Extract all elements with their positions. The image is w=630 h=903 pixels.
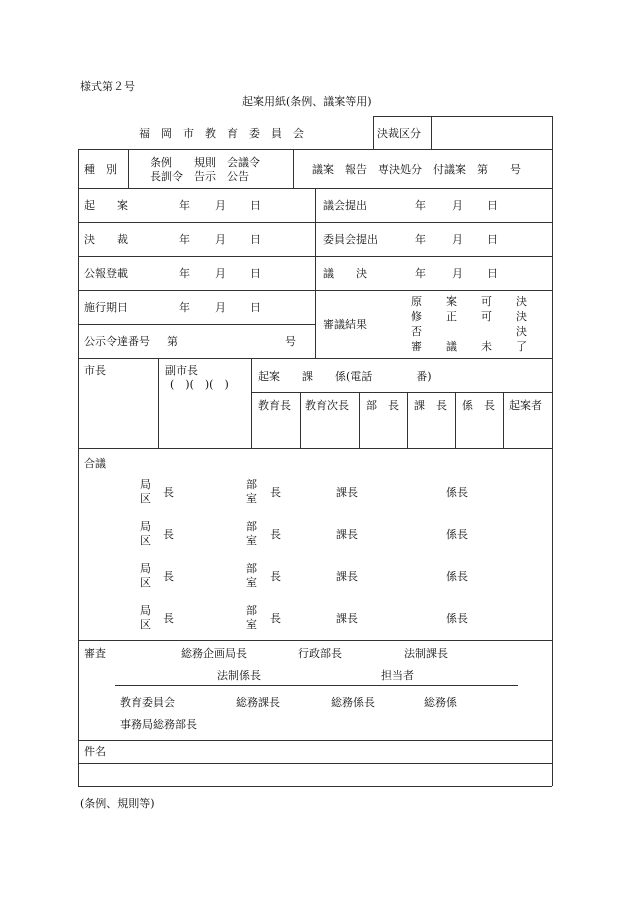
dept-char: 部 bbox=[246, 520, 257, 533]
subject-field[interactable] bbox=[80, 765, 550, 784]
dept-char: 部 bbox=[246, 562, 257, 575]
result-char: 否 bbox=[411, 325, 422, 338]
ward-char: 区 bbox=[140, 534, 151, 547]
chief-char: 長 bbox=[163, 528, 174, 541]
day-unit: 日 bbox=[250, 233, 261, 246]
notice-number-suffix: 号 bbox=[285, 335, 296, 348]
result-char: 未 bbox=[481, 340, 492, 353]
result-char: 審 bbox=[411, 340, 422, 353]
year-unit: 年 bbox=[179, 267, 190, 280]
chief-char: 長 bbox=[163, 612, 174, 625]
review-administration-head: 行政部長 bbox=[298, 647, 342, 660]
office-char: 室 bbox=[246, 618, 257, 631]
decision-class-label: 決裁区分 bbox=[377, 127, 421, 140]
bureau-char: 局 bbox=[140, 604, 151, 617]
result-char: 決 bbox=[516, 325, 527, 338]
review-education-board: 教育委員会 bbox=[120, 696, 175, 709]
notice-number-prefix: 第 bbox=[167, 335, 178, 348]
month-unit: 月 bbox=[215, 233, 226, 246]
day-unit: 日 bbox=[487, 267, 498, 280]
committee-submission-label: 委員会提出 bbox=[323, 233, 378, 246]
section-chief: 課長 bbox=[336, 486, 358, 499]
chief-char: 長 bbox=[163, 570, 174, 583]
ward-char: 区 bbox=[140, 492, 151, 505]
type-label: 種 別 bbox=[84, 163, 117, 176]
review-general-affairs-staff: 総務係 bbox=[424, 696, 457, 709]
form-number: 様式第２号 bbox=[80, 80, 135, 93]
year-unit: 年 bbox=[415, 267, 426, 280]
result-char: 議 bbox=[446, 340, 457, 353]
section-chief: 課長 bbox=[336, 570, 358, 583]
day-unit: 日 bbox=[250, 301, 261, 314]
sub-chief: 係長 bbox=[446, 612, 468, 625]
result-char: 正 bbox=[446, 310, 457, 323]
day-unit: 日 bbox=[250, 199, 261, 212]
bureau-char: 局 bbox=[140, 520, 151, 533]
role-department-head: 部 長 bbox=[366, 399, 399, 412]
result-char: 可 bbox=[481, 295, 492, 308]
month-unit: 月 bbox=[215, 199, 226, 212]
sub-chief: 係長 bbox=[446, 528, 468, 541]
deputy-mayor-slots: ( )( )( ) bbox=[170, 378, 229, 391]
mayor-label: 市長 bbox=[84, 364, 106, 377]
ward-char: 区 bbox=[140, 576, 151, 589]
resolution-label: 議 決 bbox=[323, 267, 367, 280]
chief-char: 長 bbox=[270, 486, 281, 499]
review-label: 審査 bbox=[84, 647, 106, 660]
year-unit: 年 bbox=[179, 301, 190, 314]
chief-char: 長 bbox=[270, 528, 281, 541]
gazette-date-label: 公報登載 bbox=[84, 267, 128, 280]
subject-label: 件名 bbox=[84, 745, 106, 758]
role-drafter: 起案者 bbox=[509, 399, 542, 412]
result-char: 修 bbox=[411, 310, 422, 323]
day-unit: 日 bbox=[250, 267, 261, 280]
form-title: 起案用紙(条例、議案等用) bbox=[242, 95, 372, 108]
notice-number-label: 公示令達番号 bbox=[84, 335, 150, 348]
decision-date-label: 決 裁 bbox=[84, 233, 128, 246]
day-unit: 日 bbox=[487, 199, 498, 212]
month-unit: 月 bbox=[452, 267, 463, 280]
review-secretariat-director: 事務局総務部長 bbox=[120, 718, 197, 731]
role-section-head: 課 長 bbox=[414, 399, 447, 412]
review-general-affairs-subchief: 総務係長 bbox=[331, 696, 375, 709]
review-legal-section-chief: 法制課長 bbox=[404, 647, 448, 660]
deputy-mayor-label: 副市長 bbox=[165, 364, 198, 377]
sub-chief: 係長 bbox=[446, 486, 468, 499]
enforcement-date-label: 施行期日 bbox=[84, 301, 128, 314]
type-options-right: 議案 報告 専決処分 付議案 第 号 bbox=[312, 163, 521, 176]
year-unit: 年 bbox=[415, 233, 426, 246]
year-unit: 年 bbox=[179, 199, 190, 212]
review-person-in-charge: 担当者 bbox=[381, 669, 414, 682]
bureau-char: 局 bbox=[140, 562, 151, 575]
result-char: 案 bbox=[446, 295, 457, 308]
sub-chief: 係長 bbox=[446, 570, 468, 583]
drafter-line: 起案 課 係(電話 番) bbox=[258, 370, 432, 383]
result-char: 了 bbox=[516, 340, 527, 353]
role-education-chief: 教育長 bbox=[258, 399, 291, 412]
dept-char: 部 bbox=[246, 478, 257, 491]
type-options-line1: 条例 規則 会議令 bbox=[150, 156, 260, 169]
section-chief: 課長 bbox=[336, 612, 358, 625]
month-unit: 月 bbox=[452, 199, 463, 212]
board-name: 福 岡 市 教 育 委 員 会 bbox=[139, 127, 304, 140]
result-char: 決 bbox=[516, 295, 527, 308]
office-char: 室 bbox=[246, 492, 257, 505]
ward-char: 区 bbox=[140, 618, 151, 631]
year-unit: 年 bbox=[179, 233, 190, 246]
bureau-char: 局 bbox=[140, 478, 151, 491]
section-chief: 課長 bbox=[336, 528, 358, 541]
consultation-label: 合議 bbox=[84, 457, 106, 470]
draft-date-label: 起 案 bbox=[84, 199, 128, 212]
month-unit: 月 bbox=[215, 301, 226, 314]
role-deputy-education-chief: 教育次長 bbox=[305, 399, 349, 412]
month-unit: 月 bbox=[215, 267, 226, 280]
review-general-planning-director: 総務企画局長 bbox=[181, 647, 247, 660]
office-char: 室 bbox=[246, 534, 257, 547]
footer-note: (条例、規則等) bbox=[80, 797, 155, 810]
result-char: 原 bbox=[411, 295, 422, 308]
month-unit: 月 bbox=[452, 233, 463, 246]
result-char: 可 bbox=[481, 310, 492, 323]
chief-char: 長 bbox=[270, 570, 281, 583]
council-submission-label: 議会提出 bbox=[323, 199, 367, 212]
review-legal-subchief: 法制係長 bbox=[217, 669, 261, 682]
deliberation-label: 審議結果 bbox=[323, 318, 367, 331]
review-general-affairs-chief: 総務課長 bbox=[236, 696, 280, 709]
dept-char: 部 bbox=[246, 604, 257, 617]
chief-char: 長 bbox=[163, 486, 174, 499]
office-char: 室 bbox=[246, 576, 257, 589]
type-options-line2: 長訓令 告示 公告 bbox=[150, 170, 249, 183]
chief-char: 長 bbox=[270, 612, 281, 625]
role-subsection-head: 係 長 bbox=[462, 399, 495, 412]
day-unit: 日 bbox=[487, 233, 498, 246]
result-char: 決 bbox=[516, 310, 527, 323]
year-unit: 年 bbox=[415, 199, 426, 212]
